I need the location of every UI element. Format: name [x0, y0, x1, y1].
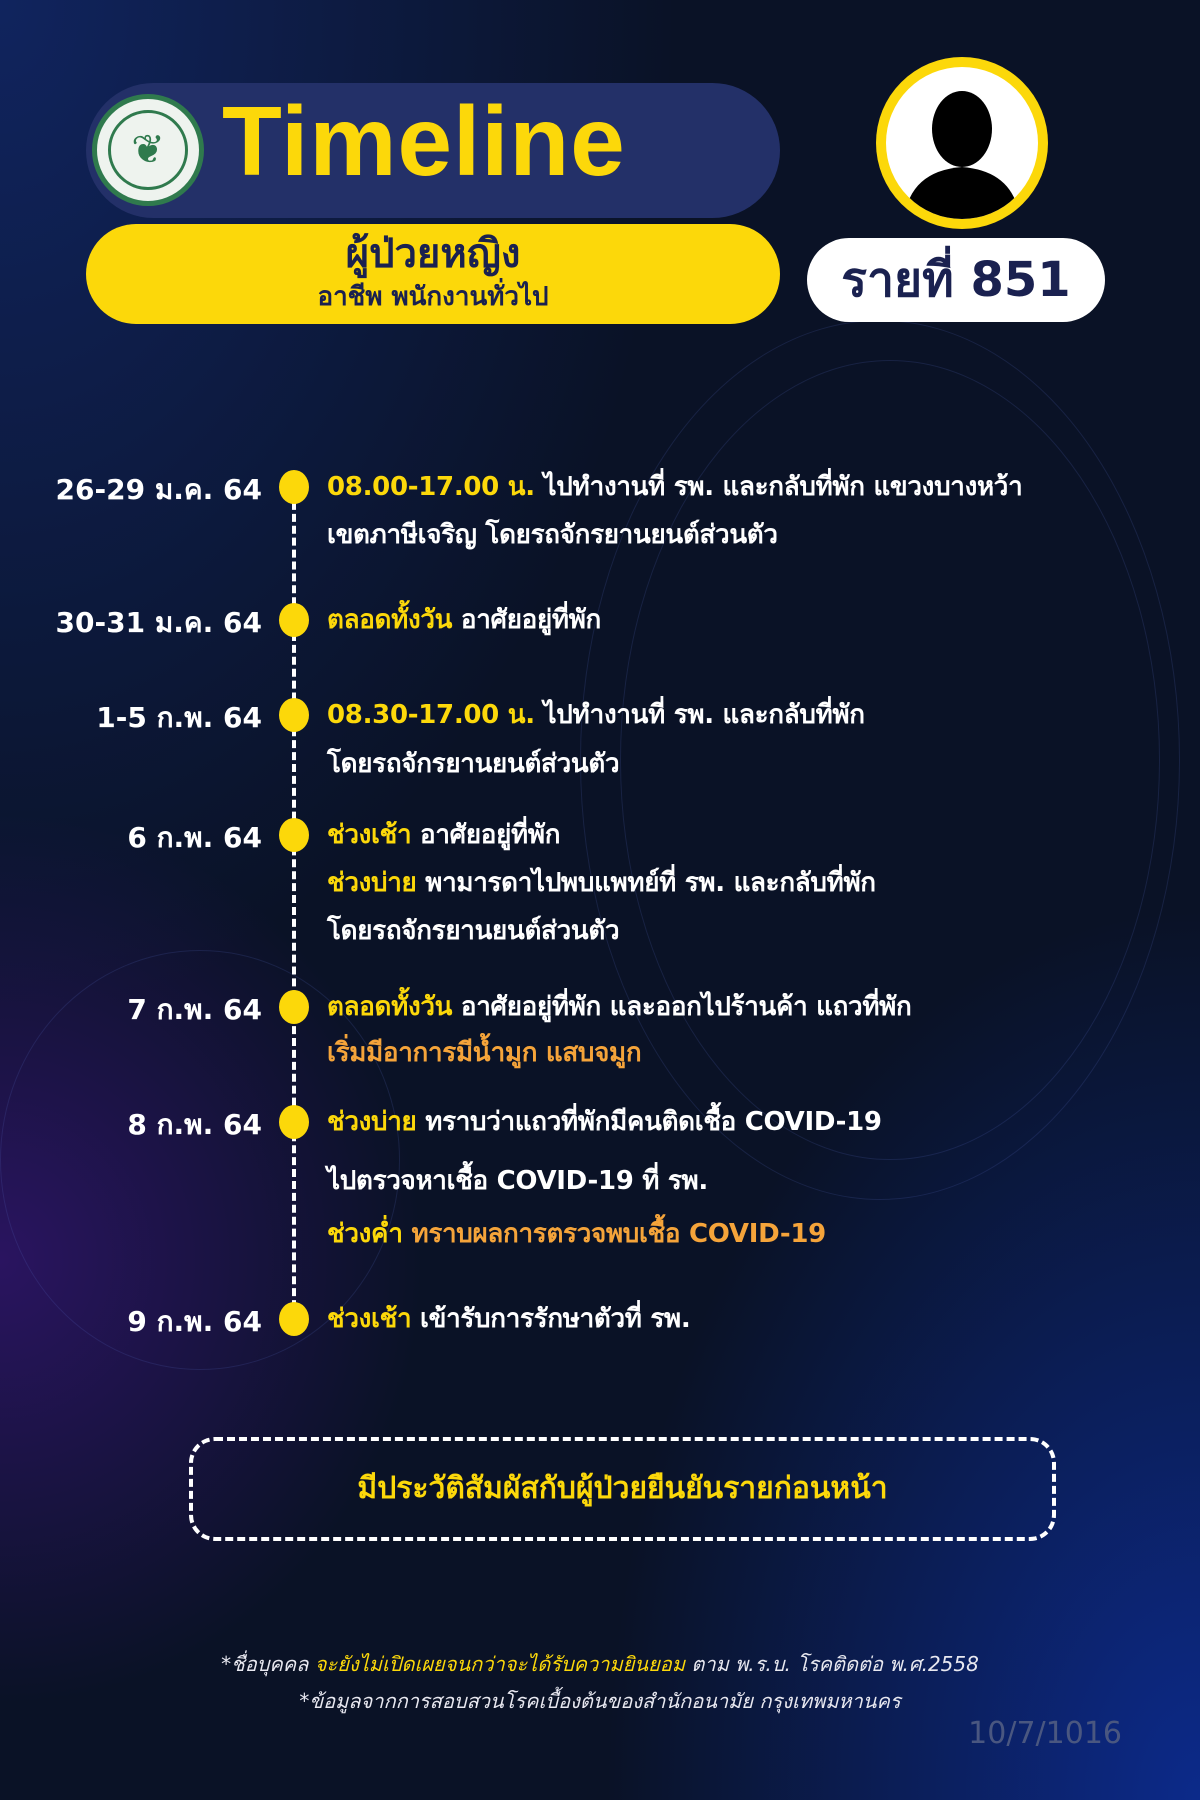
- timeline-event-line: [327, 818, 560, 852]
- footer-highlight: จะยังไม่เปิดเผยจนกว่าจะได้รับความยินยอม: [314, 1652, 685, 1676]
- page-title: Timeline: [222, 86, 626, 196]
- event-text: ตลอดทั้งวัน: [327, 605, 453, 635]
- footer-text: *ชื่อบุคคล: [221, 1652, 315, 1676]
- event-text: 08.00-17.00 น.: [327, 472, 535, 502]
- event-text: เริ่มมีอาการมีน้ำมูก แสบจมูก: [327, 1038, 642, 1068]
- event-text: ไปทำงานที่ รพ. และกลับที่พัก: [534, 700, 865, 730]
- event-text: เข้ารับการรักษาตัวที่ รพ.: [411, 1304, 691, 1334]
- event-text: ช่วงเช้า: [327, 820, 412, 850]
- event-text: พามารดาไปพบแพทย์ที่ รพ. และกลับที่พัก: [416, 868, 876, 898]
- contact-history-note: มีประวัติสัมผัสกับผู้ป่วยยืนยันรายก่อนหน้า: [189, 1437, 1056, 1541]
- footer-text: ตาม พ.ร.บ. โรคติดต่อ พ.ศ.2558: [685, 1652, 979, 1676]
- timeline-event-line: [327, 1164, 708, 1198]
- timeline-dot-icon: [279, 470, 309, 504]
- event-text: ไปตรวจหาเชื้อ COVID-19 ที่ รพ.: [327, 1166, 708, 1196]
- event-text: อาศัยอยู่ที่พัก: [452, 605, 601, 635]
- timeline-dot-icon: [279, 990, 309, 1024]
- timeline-dot-icon: [279, 1302, 309, 1336]
- event-text: ไปทำงานที่ รพ. และกลับที่พัก แขวงบางหว้า: [534, 472, 1023, 502]
- timeline-event-line: [327, 518, 778, 552]
- event-text: โดยรถจักรยานยนต์ส่วนตัว: [327, 916, 620, 946]
- avatar: [876, 57, 1048, 229]
- event-text: ช่วงบ่าย: [327, 1107, 417, 1137]
- timeline-date: 1-5 ก.พ. 64: [96, 701, 262, 734]
- case-number-badge: รายที่ 851: [807, 238, 1105, 322]
- footer-privacy-note: [0, 1648, 1200, 1680]
- event-text: ช่วงค่ำ: [327, 1219, 403, 1249]
- event-text: ช่วงเช้า: [327, 1304, 412, 1334]
- event-text: อาศัยอยู่ที่พัก และออกไปร้านค้า แถวที่พัก: [452, 992, 912, 1022]
- event-text: เขตภาษีเจริญ โดยรถจักรยานยนต์ส่วนตัว: [327, 520, 778, 550]
- patient-gender: ผู้ป่วยหญิง: [345, 231, 521, 277]
- timeline-event-line: [327, 1105, 882, 1139]
- bma-seal-icon: ❦: [92, 94, 204, 206]
- timeline-date: 6 ก.พ. 64: [127, 821, 262, 854]
- patient-occupation: อาชีพ พนักงานทั่วไป: [317, 282, 549, 312]
- date-stamp: 10/7/1016: [968, 1716, 1122, 1751]
- timeline-dot-icon: [279, 603, 309, 637]
- timeline-event-line: [327, 866, 876, 900]
- timeline-event-line: [327, 603, 601, 637]
- footer-source-note: *ข้อมูลจากการสอบสวนโรคเบื้องต้นของสำนักอนามัย กรุงเทพมหานคร: [299, 1689, 901, 1713]
- event-text: ตลอดทั้งวัน: [327, 992, 453, 1022]
- timeline-event-line: [327, 747, 619, 781]
- timeline-event-line: [327, 914, 619, 948]
- timeline-event-line: [327, 698, 865, 732]
- silhouette-icon: [886, 67, 1038, 219]
- event-text: ทราบว่าแถวที่พักมีคนติดเชื้อ COVID-19: [416, 1107, 882, 1137]
- event-text: อาศัยอยู่ที่พัก: [411, 820, 561, 850]
- timeline-dot-icon: [279, 1105, 309, 1139]
- timeline-date: 7 ก.พ. 64: [127, 993, 262, 1026]
- patient-info-banner: [86, 224, 780, 324]
- timeline-event-line: [327, 990, 911, 1024]
- timeline-date: 9 ก.พ. 64: [127, 1305, 262, 1338]
- event-text: โดยรถจักรยานยนต์ส่วนตัว: [327, 749, 620, 779]
- timeline-date: 8 ก.พ. 64: [127, 1108, 262, 1141]
- event-text: ช่วงบ่าย: [327, 868, 417, 898]
- event-text: 08.30-17.00 น.: [327, 700, 535, 730]
- timeline-date: 26-29 ม.ค. 64: [55, 473, 262, 506]
- timeline-event-line: [327, 1036, 641, 1070]
- timeline-event-line: [327, 1302, 690, 1336]
- timeline-date: 30-31 ม.ค. 64: [55, 606, 262, 639]
- timeline-dot-icon: [279, 698, 309, 732]
- timeline-event-line: [327, 470, 1022, 504]
- timeline-dot-icon: [279, 818, 309, 852]
- event-text: ทราบผลการตรวจพบเชื้อ COVID-19: [402, 1219, 826, 1249]
- timeline-event-line: [327, 1217, 826, 1251]
